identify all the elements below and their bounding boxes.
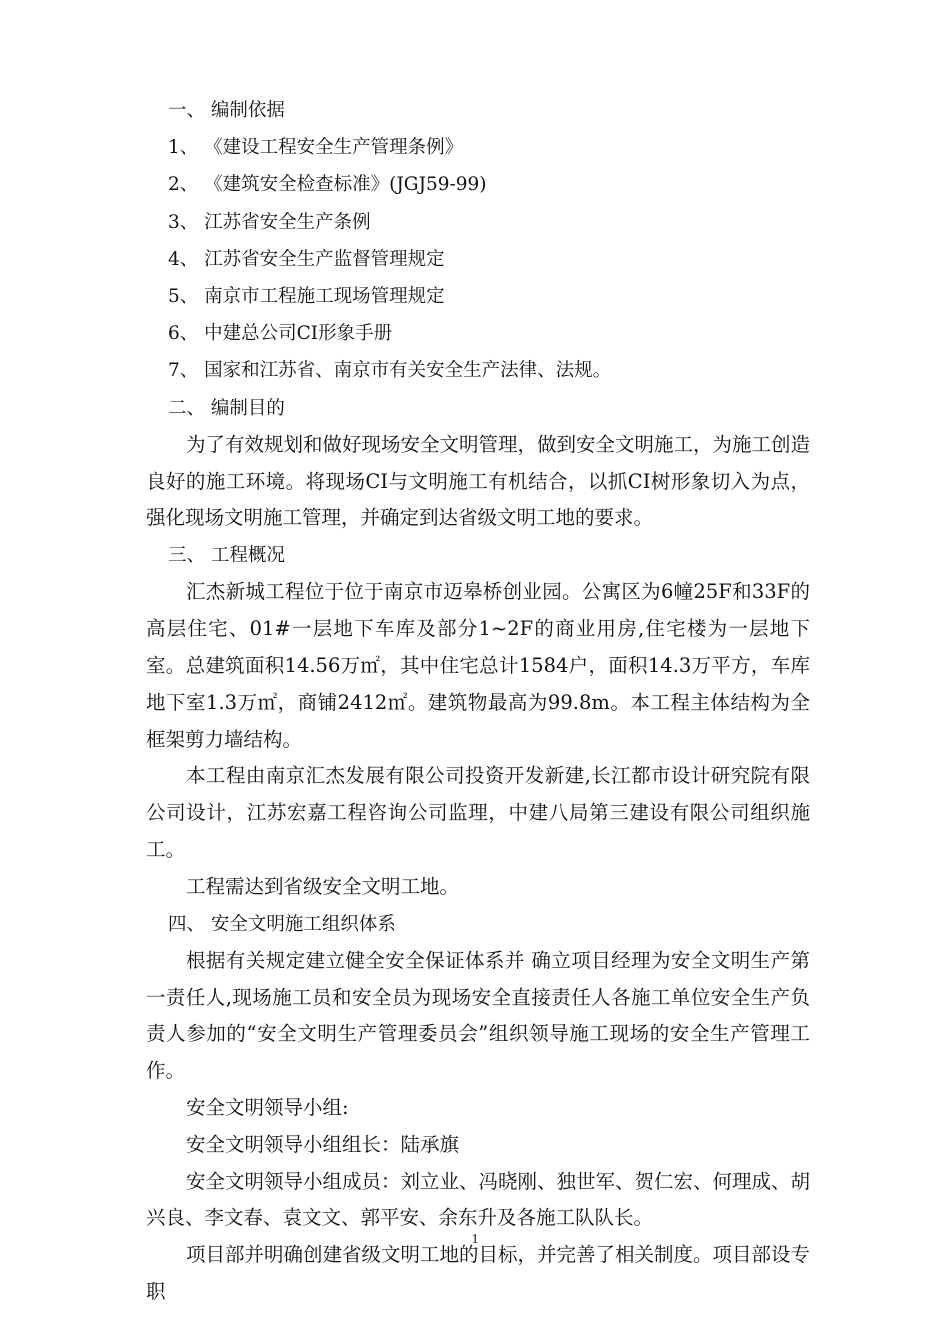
section-heading-basis: 一、 编制依据: [168, 100, 285, 121]
list-item-basis-2: 2、 《建筑安全检查标准》(JGJ59-99): [168, 174, 487, 196]
paragraph-overview-3: 工程需达到省级安全文明工地。: [186, 874, 460, 898]
page-number: 1: [471, 1232, 479, 1247]
list-item-basis-4: 4、 江苏省安全生产监督管理规定: [168, 248, 445, 270]
paragraph-leading-group: 安全文明领导小组:: [186, 1095, 349, 1119]
section-heading-overview: 三、 工程概况: [168, 545, 285, 567]
paragraph-group-members: 安全文明领导小组成员：刘立业、冯晓刚、独世军、贺仁宏、何理成、胡兴良、李文春、袁文文、郭平安、余东升及各施工队队长。: [146, 1169, 811, 1230]
document-body: [146, 92, 810, 1311]
paragraph-overview-1: 汇杰新城工程位于位于南京市迈皋桥创业园。公寓区为6幢25F和33F的高层住宅、01#一层地下车库及部分1~2F的商业用房,住宅楼为一层地下室。总建筑面积14.56万㎡，其中住宅总计1584户，面积14.3万平方，车库地下室1.3万㎡，商铺2412㎡。建筑物最高为99.8m。本工程主体结构为全框架剪力墙结构。: [146, 580, 810, 751]
list-item-basis-3: 3、 江苏省安全生产条例: [168, 211, 371, 233]
paragraph-overview-2: 本工程由南京汇杰发展有限公司投资开发新建,长江都市设计研究院有限公司设计，江苏宏嘉工程咨询公司监理，中建八局第三建设有限公司组织施工。: [146, 764, 810, 861]
list-item-basis-1: 1、 《建设工程安全生产管理条例》: [168, 137, 464, 159]
list-item-basis-6: 6、 中建总公司CI形象手册: [168, 323, 393, 345]
section-heading-organization: 四、 安全文明施工组织体系: [168, 913, 396, 935]
paragraph-purpose: 为了有效规划和做好现场安全文明管理，做到安全文明施工，为施工创造良好的施工环境。将现场CI与文明施工有机结合，以抓CI树形象切入为点，强化现场文明施工管理，并确定到达省级文明工地的要求。: [146, 432, 811, 530]
paragraph-project-goal: 项目部并明确创建省级文明工地的目标，并完善了相关制度。项目部设专职: [146, 1243, 811, 1303]
list-item-basis-5: 5、 南京市工程施工现场管理规定: [168, 286, 445, 308]
section-heading-purpose: 二、 编制目的: [168, 397, 285, 419]
paragraph-group-leader: 安全文明领导小组组长：陆承旗: [186, 1132, 460, 1156]
paragraph-organization-1: 根据有关规定建立健全安全保证体系并 确立项目经理为安全文明生产第一责任人,现场施工员和安全员为现场安全直接责任人各施工单位安全生产负责人参加的“安全文明生产管理委员会”组织领导施工现场的安全生产管理工作。: [146, 948, 810, 1083]
list-item-basis-7: 7、 国家和江苏省、南京市有关安全生产法律、法规。: [168, 360, 612, 382]
